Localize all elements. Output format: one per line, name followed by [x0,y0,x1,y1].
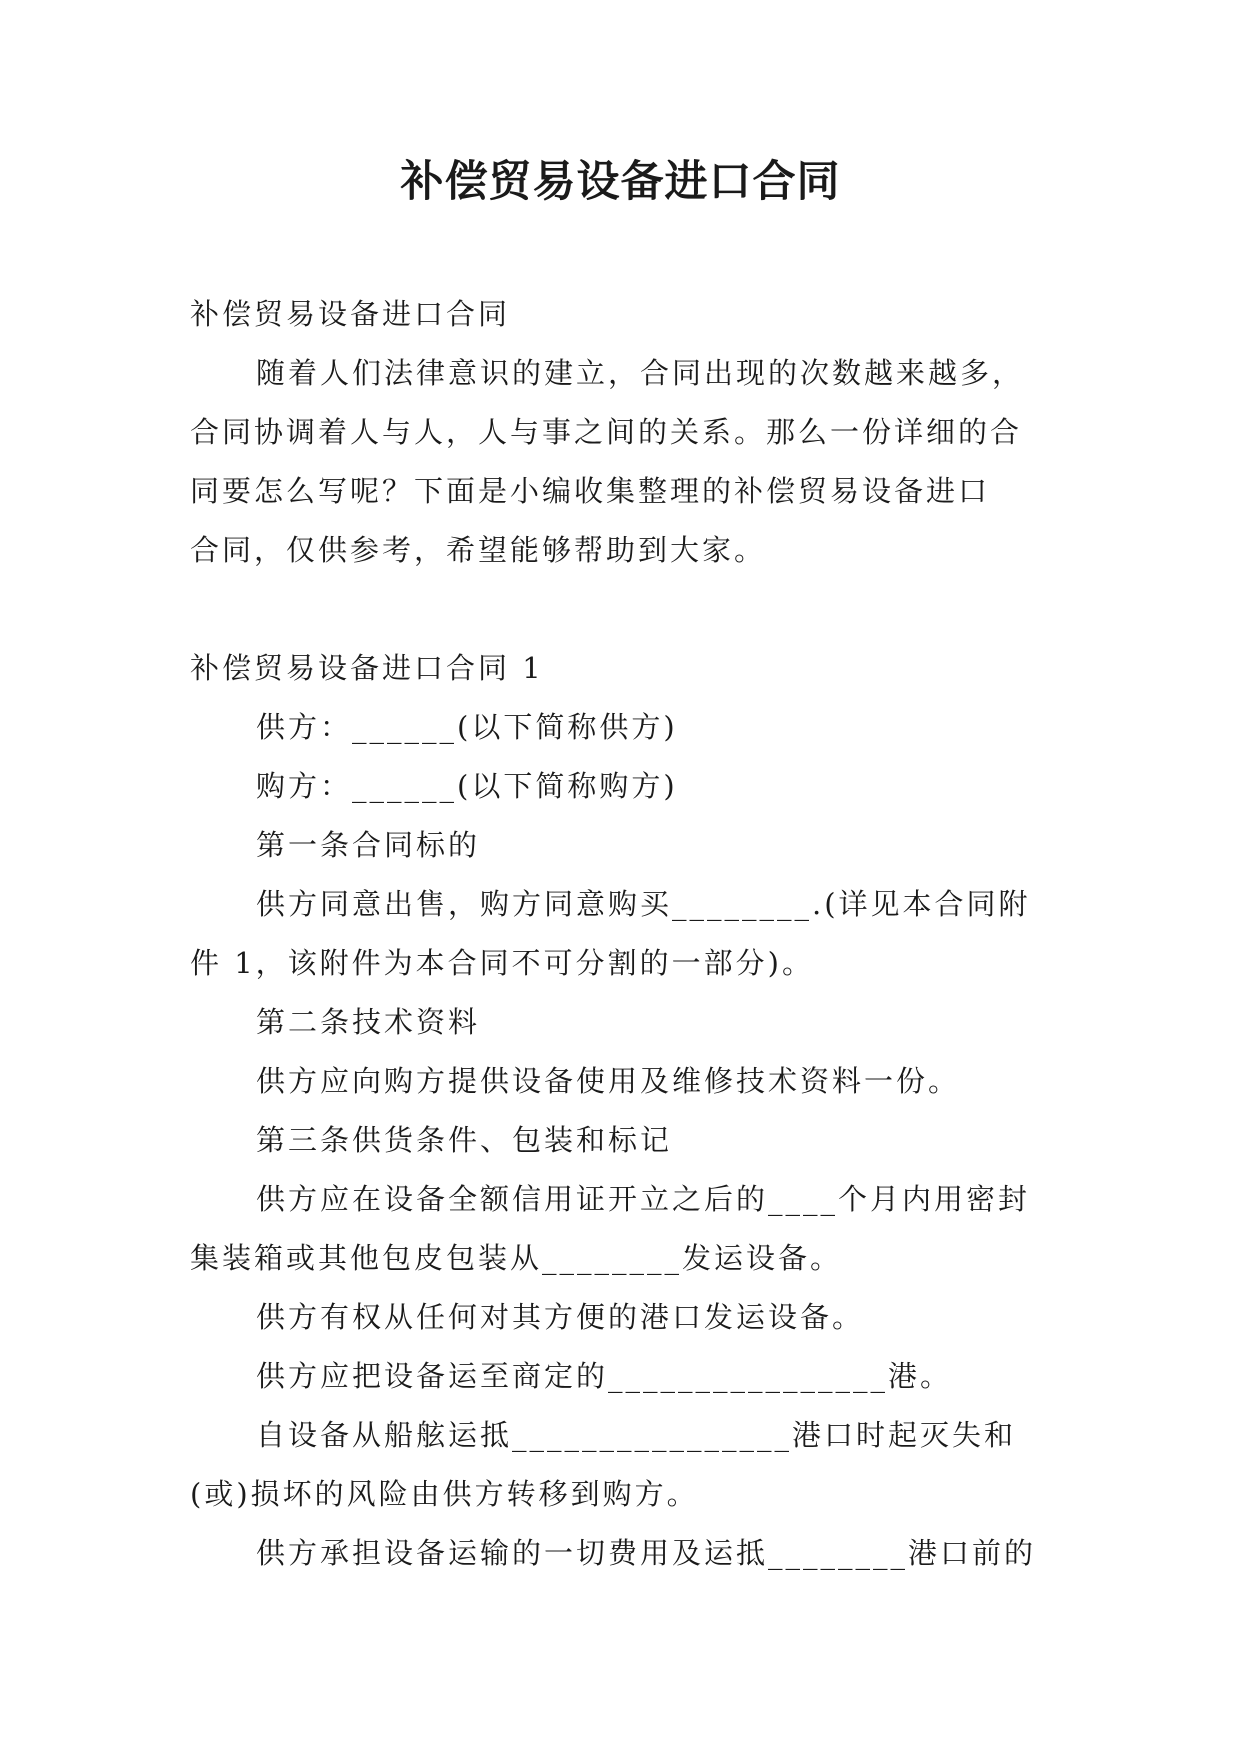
paragraph-line: (或)损坏的风险由供方转移到购方。 [190,1477,699,1511]
paragraph-line: 集装箱或其他包皮包装从________发运设备。 [190,1241,843,1275]
paragraph-line: 件 1，该附件为本合同不可分割的一部分)。 [190,946,814,980]
paragraph-line: 购方：______(以下简称购方) [256,769,678,803]
paragraph-line: 合同协调着人与人，人与事之间的关系。那么一份详细的合 [190,415,1023,449]
paragraph-line: 供方同意出售，购方同意购买________.(详见本合同附 [256,887,1031,921]
paragraph-line: 第二条技术资料 [256,1005,481,1039]
paragraph-line: 合同，仅供参考，希望能够帮助到大家。 [190,533,767,567]
paragraph-line: 供方应在设备全额信用证开立之后的____个月内用密封 [256,1182,1031,1216]
paragraph-line: 随着人们法律意识的建立，合同出现的次数越来越多， [256,356,1025,390]
paragraph-line: 同要怎么写呢？下面是小编收集整理的补偿贸易设备进口 [190,474,991,508]
paragraph-line: 第一条合同标的 [256,828,481,862]
paragraph-line: 补偿贸易设备进口合同 1 [190,651,544,685]
paragraph-line: 供方：______(以下简称供方) [256,710,678,744]
paragraph-line: 供方承担设备运输的一切费用及运抵________港口前的 [256,1536,1037,1570]
paragraph-line: 自设备从船舷运抵________________港口时起灭失和 [256,1418,1017,1452]
paragraph-line: 第三条供货条件、包装和标记 [256,1123,673,1157]
paragraph-line: 补偿贸易设备进口合同 [190,297,511,331]
document-title: 补偿贸易设备进口合同 [400,157,841,207]
paragraph-line: 供方应向购方提供设备使用及维修技术资料一份。 [256,1064,961,1098]
paragraph-gap [190,580,1070,639]
paragraph-line: 供方有权从任何对其方便的港口发运设备。 [256,1300,865,1334]
paragraph-line: 供方应把设备运至商定的________________港。 [256,1359,953,1393]
document-body [190,285,1070,1583]
